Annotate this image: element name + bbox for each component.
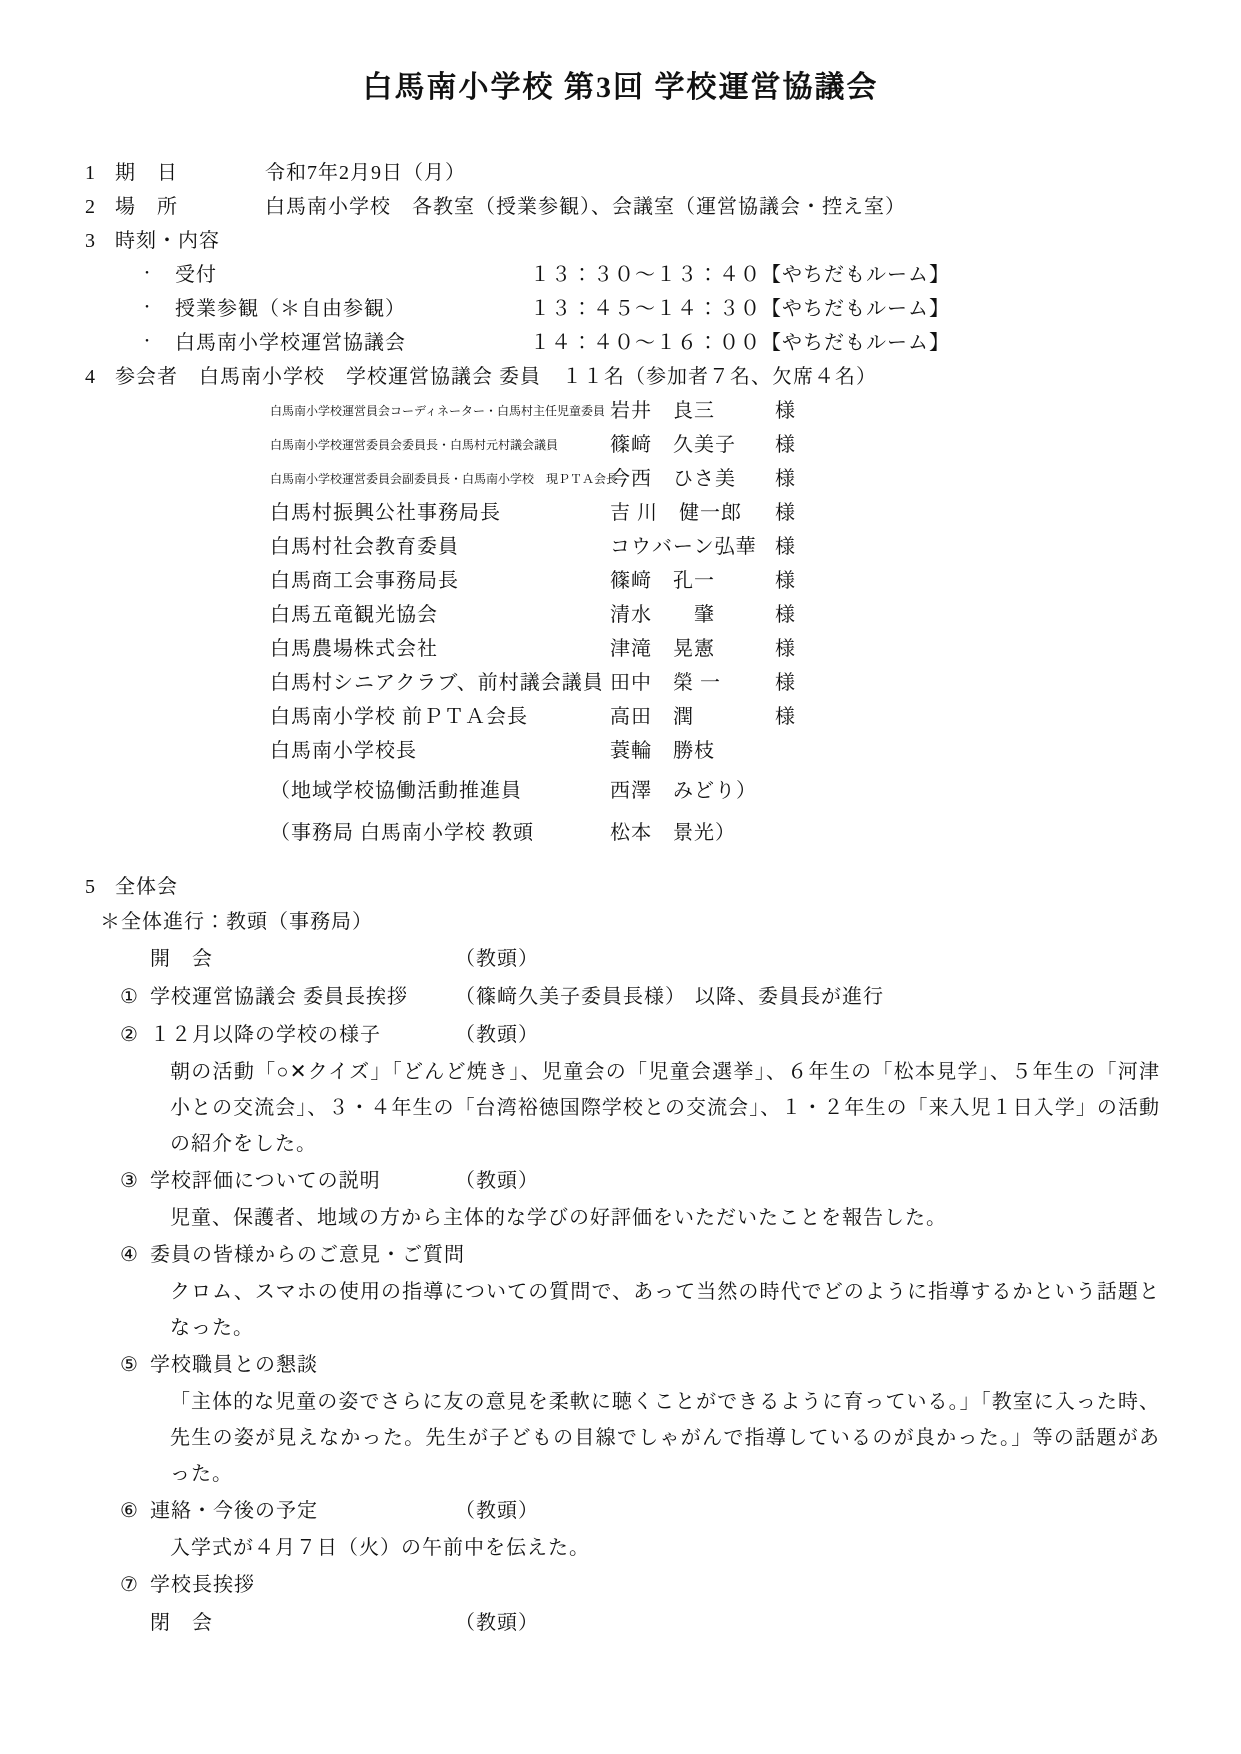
- agenda-title: 学校職員との懇談: [150, 1354, 318, 1376]
- participant-role: 白馬商工会事務局長: [270, 570, 459, 592]
- participant-row: [85, 564, 1156, 598]
- participant-role: 白馬南小学校長: [270, 740, 417, 762]
- participant-role: 白馬村振興公社事務局長: [270, 502, 501, 524]
- participant-row: [85, 428, 1156, 462]
- participant-honorific: 様: [775, 638, 796, 660]
- bullet-icon: ・: [140, 301, 155, 316]
- schedule-label: 白馬南小学校運営協議会: [175, 332, 406, 354]
- schedule-time: １３：３０～１３：４０【やちだもルーム】: [530, 264, 950, 286]
- circled-number-icon: ④: [120, 1244, 139, 1266]
- agenda-close: [85, 1604, 1156, 1642]
- item-number: 1: [85, 162, 96, 184]
- participant-honorific: 様: [775, 468, 796, 490]
- agenda-title: 委員の皆様からのご意見・ご質問: [150, 1244, 465, 1266]
- item-value: 令和7年2月9日（月）: [265, 162, 466, 184]
- agenda-title: 学校評価についての説明: [150, 1170, 381, 1192]
- participant-role: 白馬南小学校運営委員会委員長・白馬村元村議会議員: [270, 438, 559, 452]
- agenda-body: 「主体的な児童の姿でさらに友の意見を柔軟に聴くことができるように育っている。」「教室に入った時、先生の姿が見えなかった。先生が子どもの目線でしゃがんで指導しているのが良かった。」等の話題があった。: [170, 1391, 1160, 1485]
- participant-honorific: 様: [775, 570, 796, 592]
- agenda-body: 朝の活動「○✕クイズ」「どんど焼き」、児童会の「児童会選挙」、６年生の「松本見学」、５年生の「河津小との交流会」、３・４年生の「台湾裕徳国際学校との交流会」、１・２年生の「来入児１日入学」の活動の紹介をした。: [170, 1061, 1160, 1155]
- item-label: 期 日: [115, 162, 178, 184]
- agenda-body: 児童、保護者、地域の方から主体的な学びの好評価をいただいたことを報告した。: [170, 1207, 947, 1229]
- agenda-title: 学校運営協議会 委員長挨拶: [150, 986, 408, 1008]
- circled-number-icon: ③: [120, 1170, 139, 1192]
- participant-name: 岩井 良三: [610, 400, 715, 422]
- participant-name: 今西 ひさ美: [610, 468, 736, 490]
- participant-row: [85, 666, 1156, 700]
- participant-role: 白馬南小学校運営員会コーディネーター・白馬村主任児童委員: [270, 404, 606, 418]
- participant-role: （地域学校協働活動推進員: [270, 780, 522, 802]
- agenda-item: [85, 978, 1156, 1016]
- agenda-title: 連絡・今後の予定: [150, 1500, 318, 1522]
- item-number: 3: [85, 230, 96, 252]
- agenda-body: クロム、スマホの使用の指導についての質問で、あって当然の時代でどのように指導するかという話題となった。: [170, 1281, 1160, 1339]
- item-label: 時刻・内容: [115, 230, 220, 252]
- participant-role: 白馬五竜観光協会: [270, 604, 438, 626]
- agenda-item: [85, 1346, 1156, 1384]
- meta-line-place: [85, 190, 1156, 224]
- agenda-open: [85, 940, 1156, 978]
- schedule-time: １４：４０～１６：００【やちだもルーム】: [530, 332, 950, 354]
- item-number: 2: [85, 196, 96, 218]
- circled-number-icon: ⑦: [120, 1574, 139, 1596]
- agenda-body: 入学式が４月７日（火）の午前中を伝えた。: [170, 1537, 590, 1559]
- participant-row: [85, 462, 1156, 496]
- agenda-label: 開 会: [150, 948, 213, 970]
- item-number: 5: [85, 876, 96, 898]
- page-title: 白馬南小学校 第3回 学校運営協議会: [362, 71, 879, 104]
- participant-row: [85, 700, 1156, 734]
- participant-row: [85, 530, 1156, 564]
- agenda-note: 以降、委員長が進行: [695, 986, 884, 1008]
- schedule-time: １３：４５～１４：３０【やちだもルーム】: [530, 298, 950, 320]
- participant-name: 吉 川 健一郎: [610, 502, 742, 524]
- participant-honorific: 様: [775, 400, 796, 422]
- agenda-by: （教頭）: [455, 1500, 539, 1522]
- circled-number-icon: ⑤: [120, 1354, 139, 1376]
- participant-row: [85, 774, 1156, 808]
- participant-honorific: 様: [775, 672, 796, 694]
- participant-role: 白馬村社会教育委員: [270, 536, 459, 558]
- agenda-item: [85, 1016, 1156, 1054]
- participant-role: 白馬南小学校 前ＰＴＡ会長: [270, 706, 528, 728]
- item-label: 場 所: [115, 196, 178, 218]
- agenda-item: [85, 1492, 1156, 1530]
- agenda-by: （篠﨑久美子委員長様）: [455, 986, 686, 1008]
- bullet-icon: ・: [140, 335, 155, 350]
- participant-role: 白馬村シニアクラブ、前村議会議員: [270, 672, 604, 694]
- participant-name: 清水 肇: [610, 604, 715, 626]
- item-value: 白馬南小学校 各教室（授業参観）、会議室（運営協議会・控え室）: [265, 196, 906, 218]
- participant-name: 松本 景光）: [610, 822, 736, 844]
- schedule-label: 受付: [175, 264, 217, 286]
- participant-row: [85, 496, 1156, 530]
- participant-name: 篠﨑 孔一: [610, 570, 715, 592]
- facilitator-note: ＊全体進行：教頭（事務局）: [100, 911, 373, 933]
- meta-line-date: [85, 156, 1156, 190]
- agenda-by: （教頭）: [455, 1024, 539, 1046]
- participant-honorific: 様: [775, 706, 796, 728]
- participant-row: [85, 394, 1156, 428]
- circled-number-icon: ②: [120, 1024, 139, 1046]
- participant-name: 蓑輪 勝枝: [610, 740, 715, 762]
- meta-line-schedule: [85, 224, 1156, 258]
- participant-row: [85, 734, 1156, 768]
- participant-name: 田中 榮 一: [610, 672, 721, 694]
- agenda-title: １２月以降の学校の様子: [150, 1024, 381, 1046]
- item-number: 4: [85, 366, 96, 388]
- participant-role: 白馬南小学校運営委員会副委員長・白馬南小学校 現ＰＴＡ会長: [270, 472, 619, 486]
- participant-honorific: 様: [775, 536, 796, 558]
- agenda-item: [85, 1162, 1156, 1200]
- participants-heading-text: 参会者 白馬南小学校 学校運営協議会 委員 １１名（参加者７名、欠席４名）: [115, 366, 877, 388]
- circled-number-icon: ①: [120, 986, 139, 1008]
- participant-role: （事務局 白馬南小学校 教頭: [270, 822, 534, 844]
- bullet-icon: ・: [140, 267, 155, 282]
- agenda-item: [85, 1236, 1156, 1274]
- participant-row: [85, 598, 1156, 632]
- agenda-title: 学校長挨拶: [150, 1574, 255, 1596]
- participant-honorific: 様: [775, 434, 796, 456]
- participant-row: [85, 816, 1156, 850]
- schedule-row: [85, 326, 1156, 360]
- participant-honorific: 様: [775, 604, 796, 626]
- agenda-label: 閉 会: [150, 1612, 213, 1634]
- participant-honorific: 様: [775, 502, 796, 524]
- participant-name: 篠﨑 久美子: [610, 434, 736, 456]
- schedule-row: [85, 258, 1156, 292]
- participant-name: コウバーン弘華: [610, 536, 757, 558]
- schedule-label: 授業参観（＊自由参観）: [175, 298, 406, 320]
- schedule-row: [85, 292, 1156, 326]
- participant-role: 白馬農場株式会社: [270, 638, 438, 660]
- participants-heading: [85, 360, 1156, 394]
- agenda-by: （教頭）: [455, 1612, 539, 1634]
- plenary-heading: [85, 870, 1156, 904]
- plenary-heading-text: 全体会: [115, 876, 178, 898]
- participant-row: [85, 632, 1156, 666]
- agenda-by: （教頭）: [455, 1170, 539, 1192]
- participant-name: 津滝 晃憲: [610, 638, 715, 660]
- participant-name: 西澤 みどり）: [610, 780, 757, 802]
- agenda-by: （教頭）: [455, 948, 539, 970]
- participant-name: 高田 潤: [610, 706, 694, 728]
- circled-number-icon: ⑥: [120, 1500, 139, 1522]
- agenda-item: [85, 1566, 1156, 1604]
